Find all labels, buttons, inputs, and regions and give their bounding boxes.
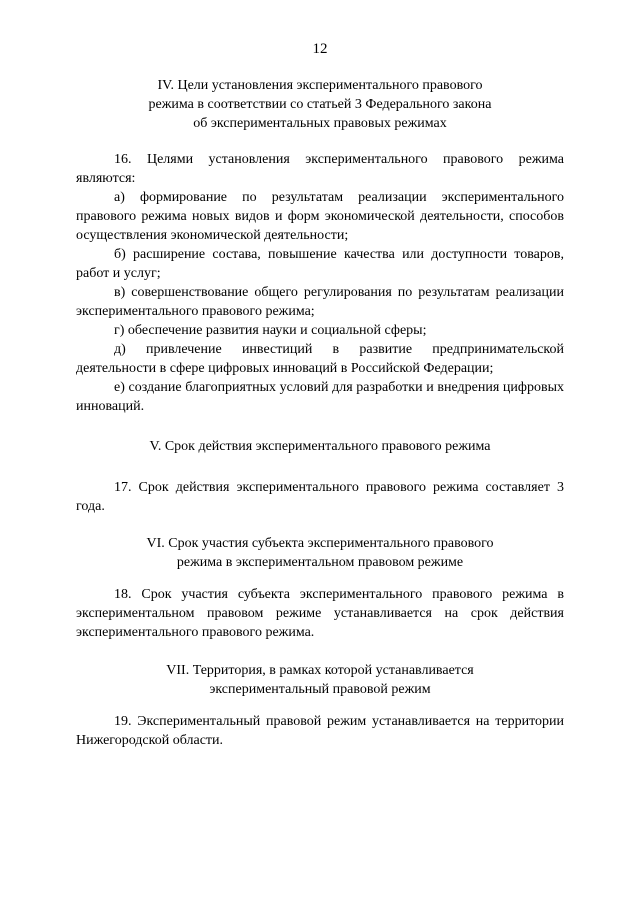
item-g: г) обеспечение развития науки и социальной сферы; (114, 323, 427, 338)
section-vi-body (76, 585, 564, 642)
heading-line: экспериментальный правовой режим (209, 682, 431, 697)
item-b: б) расширение состава, повышение качества или доступности товаров, работ и услуг; (76, 247, 564, 281)
item-a: а) формирование по результатам реализации экспериментального правового режима новых видов и форм экономической деятельности, способов осуществления экономической деятельности; (76, 190, 564, 243)
item-v: в) совершенствование общего регулирования по результатам реализации экспериментального правового режима; (76, 285, 564, 319)
paragraph-17: 17. Срок действия экспериментального правового режима составляет 3 года. (76, 480, 564, 514)
heading-line: VI. Срок участия субъекта экспериментального правового (146, 536, 494, 551)
heading-line: VII. Территория, в рамках которой устанавливается (166, 663, 474, 678)
heading-line: об экспериментальных правовых режимах (193, 116, 447, 131)
section-iv-body (76, 150, 564, 416)
paragraph-16: 16. Целями установления экспериментального правового режима являются: (76, 152, 564, 186)
page-number: 12 (312, 41, 328, 57)
section-vi-heading (76, 534, 564, 572)
heading-line: режима в соответствии со статьей 3 Федерального закона (148, 97, 492, 112)
item-d: д) привлечение инвестиций в развитие предпринимательской деятельности в сфере цифровых инноваций в Российской Федерации; (76, 342, 564, 376)
heading-line: V. Срок действия экспериментального правового режима (149, 439, 491, 454)
paragraph-19: 19. Экспериментальный правовой режим устанавливается на территории Нижегородской области. (76, 714, 564, 748)
section-vii-heading (76, 661, 564, 699)
paragraph-18: 18. Срок участия субъекта экспериментального правового режима в экспериментальном правовом режиме устанавливается на срок действия экспериментального правового режима. (76, 587, 564, 640)
section-v-body (76, 478, 564, 516)
section-vii-body (76, 712, 564, 750)
heading-line: IV. Цели установления экспериментального правового (157, 78, 483, 93)
section-v-heading (76, 437, 564, 456)
section-iv-heading (76, 76, 564, 133)
heading-line: режима в экспериментальном правовом режиме (176, 555, 464, 570)
item-e: е) создание благоприятных условий для разработки и внедрения цифровых инноваций. (76, 380, 564, 414)
